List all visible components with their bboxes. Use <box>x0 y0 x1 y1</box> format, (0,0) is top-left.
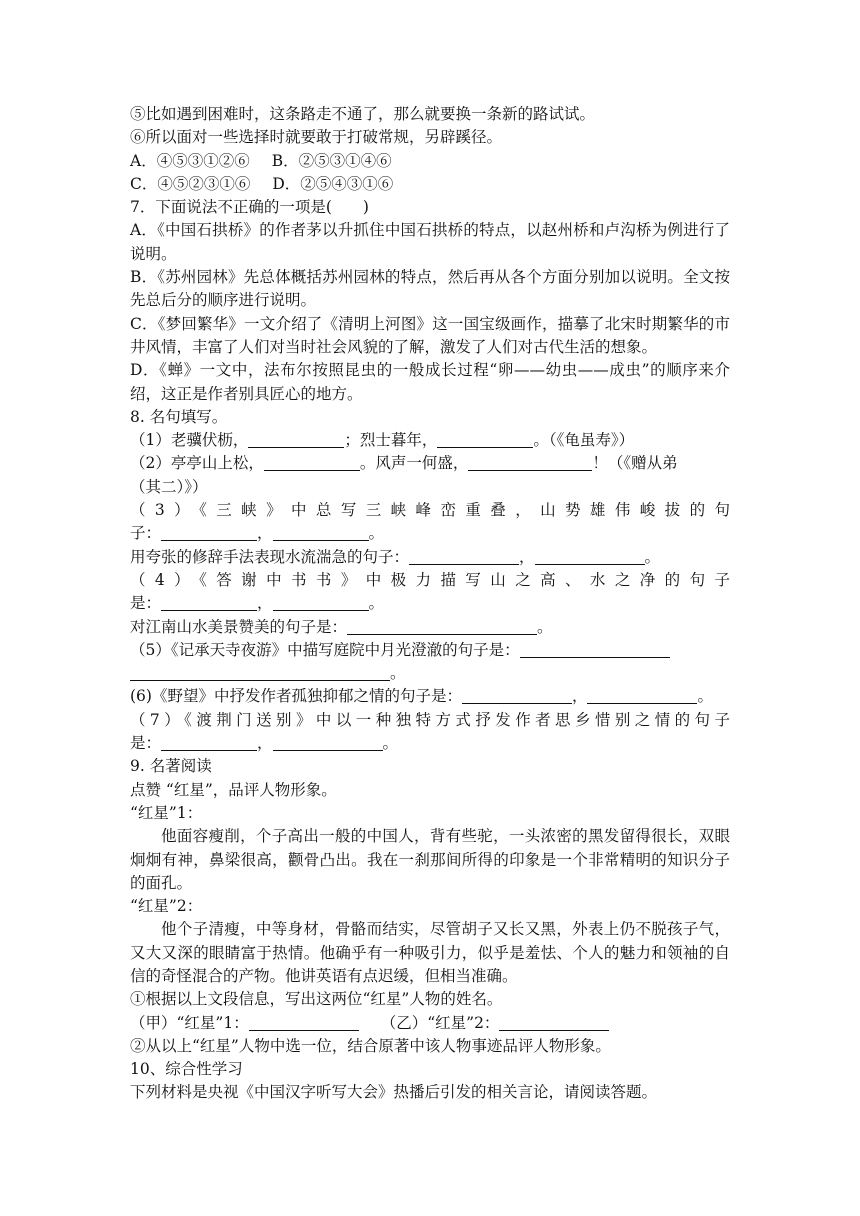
question-10-stem: 10、综合性学习 <box>130 1060 243 1079</box>
answer-blank[interactable] <box>535 548 645 565</box>
answer-blank[interactable] <box>520 641 670 658</box>
answer-blank[interactable] <box>249 1014 359 1031</box>
fill-line: （1）老骥伏枥， ；烈士暮年， 。（《龟虽寿》） <box>130 431 635 450</box>
answer-blank[interactable] <box>347 618 537 635</box>
text-line: 点赞 “红星”，品评人物形象。 <box>130 780 337 799</box>
answer-blank[interactable] <box>273 524 369 541</box>
answer-blank[interactable] <box>468 454 592 471</box>
question-8-stem: 8. 名句填写。 <box>130 407 228 426</box>
option-a: A．④⑤③①②⑥ <box>130 151 250 170</box>
answer-blank[interactable] <box>130 664 390 681</box>
answer-blank[interactable] <box>161 524 257 541</box>
answer-blank[interactable] <box>273 734 383 751</box>
option-c: C．④⑤②③①⑥ <box>130 174 251 193</box>
question-9-stem: 9. 名著阅读 <box>130 757 212 776</box>
answer-blank[interactable] <box>161 594 257 611</box>
fill-line: 是： ， 。 <box>130 594 385 613</box>
q7-option-b: B．《苏州园林》先总体概括苏州园林的特点，然后再从各个方面分别加以说明。全文按先总后分的顺序进行说明。 <box>130 268 730 310</box>
document-page <box>130 103 730 1105</box>
answer-blank[interactable] <box>499 1014 609 1031</box>
option-b: B．②⑤③①④⑥ <box>271 151 392 170</box>
q7-option-c: C．《梦回繁华》一文介绍了《清明上河图》这一国宝级画作，描摹了北宋时期繁华的市井风情，丰富了人们对当时社会风貌的了解，激发了人们对古代生活的想象。 <box>130 314 730 356</box>
text-line: ②从以上“红星”人物中选一位，结合原著中该人物事迹品评人物形象。 <box>130 1036 611 1055</box>
answer-blank[interactable] <box>273 594 369 611</box>
answer-blank[interactable] <box>248 431 344 448</box>
option-row <box>130 173 730 196</box>
fill-line: （5）《记承天寺夜游》中描写庭院中月光澄澈的句子是： <box>130 639 730 662</box>
q7-option-a: A．《中国石拱桥》的作者茅以升抓住中国石拱桥的特点，以赵州桥和卢沟桥为例进行了说明。 <box>130 221 730 263</box>
option-d: D．②⑤④③①⑥ <box>272 174 394 193</box>
fill-line: 用夸张的修辞手法表现水流湍急的句子： ， 。 <box>130 547 661 566</box>
text-line: ⑥所以面对一些选择时就要敢于打破常规，另辟蹊径。 <box>130 128 503 147</box>
answer-blank[interactable] <box>462 687 572 704</box>
text-line: ①根据以上文段信息，写出这两位“红星”人物的姓名。 <box>130 990 503 1009</box>
fill-line: （甲）“红星”1： （乙）“红星”2： <box>130 1012 730 1035</box>
question-7-stem: 7．下面说法不正确的一项是( ) <box>130 198 369 217</box>
answer-blank[interactable] <box>409 548 519 565</box>
option-row <box>130 150 730 173</box>
answer-blank[interactable] <box>264 454 360 471</box>
fill-line: 对江南山水美景赞美的句子是： 。 <box>130 617 553 636</box>
answer-blank[interactable] <box>587 687 697 704</box>
answer-blank[interactable] <box>161 734 257 751</box>
q7-option-d: D．《蝉》一文中，法布尔按照昆虫的一般成长过程“卵——幼虫——成虫”的顺序来介绍，这正是作者别具匠心的地方。 <box>130 361 730 403</box>
fill-line: 是： ， 。 <box>130 734 399 753</box>
fill-line: (6)《野望》中抒发作者孤独抑郁之情的句子是： ， 。 <box>130 687 713 706</box>
text-line: 下列材料是央视《中国汉字听写大会》热播后引发的相关言论，请阅读答题。 <box>130 1083 658 1102</box>
fill-line: 。 <box>130 662 730 685</box>
text-line: ⑤比如遇到困难时，这条路走不通了，那么就要换一条新的路试试。 <box>130 105 596 123</box>
reading-passage: 他个子清瘦，中等身材，骨骼而结实，尽管胡子又长又黑，外表上仍不脱孩子气，又大又深的眼睛富于热情。他确乎有一种吸引力，似乎是羞怯、个人的魅力和领袖的自信的奇怪混合的产物。他讲英语有点迟缓，但相当准确。 <box>130 920 730 985</box>
text-line: （4）《答谢中书书》中极力描写山之高、水之净的句子 <box>130 570 730 589</box>
text-line: “红星”2： <box>130 897 203 916</box>
fill-line: 子： ， 。 <box>130 524 385 543</box>
text-line: “红星”1： <box>130 803 203 822</box>
answer-blank[interactable] <box>437 431 533 448</box>
text-line: （其二）》） <box>130 477 208 496</box>
text-line: （3）《三峡》中总写三峡峰峦重叠，山势雄伟峻拔的句 <box>130 501 730 520</box>
text-line: （7）《渡荆门送别》中以一种独特方式抒发作者思乡惜别之情的句子 <box>130 710 730 729</box>
reading-passage: 他面容瘦削，个子高出一般的中国人，背有些驼，一头浓密的黑发留得很长，双眼炯炯有神，鼻梁很高，颧骨凸出。我在一刹那间所得的印象是一个非常精明的知识分子的面孔。 <box>130 827 730 892</box>
fill-line: （2）亭亭山上松， 。风声一何盛， ！（《赠从弟 <box>130 454 678 473</box>
